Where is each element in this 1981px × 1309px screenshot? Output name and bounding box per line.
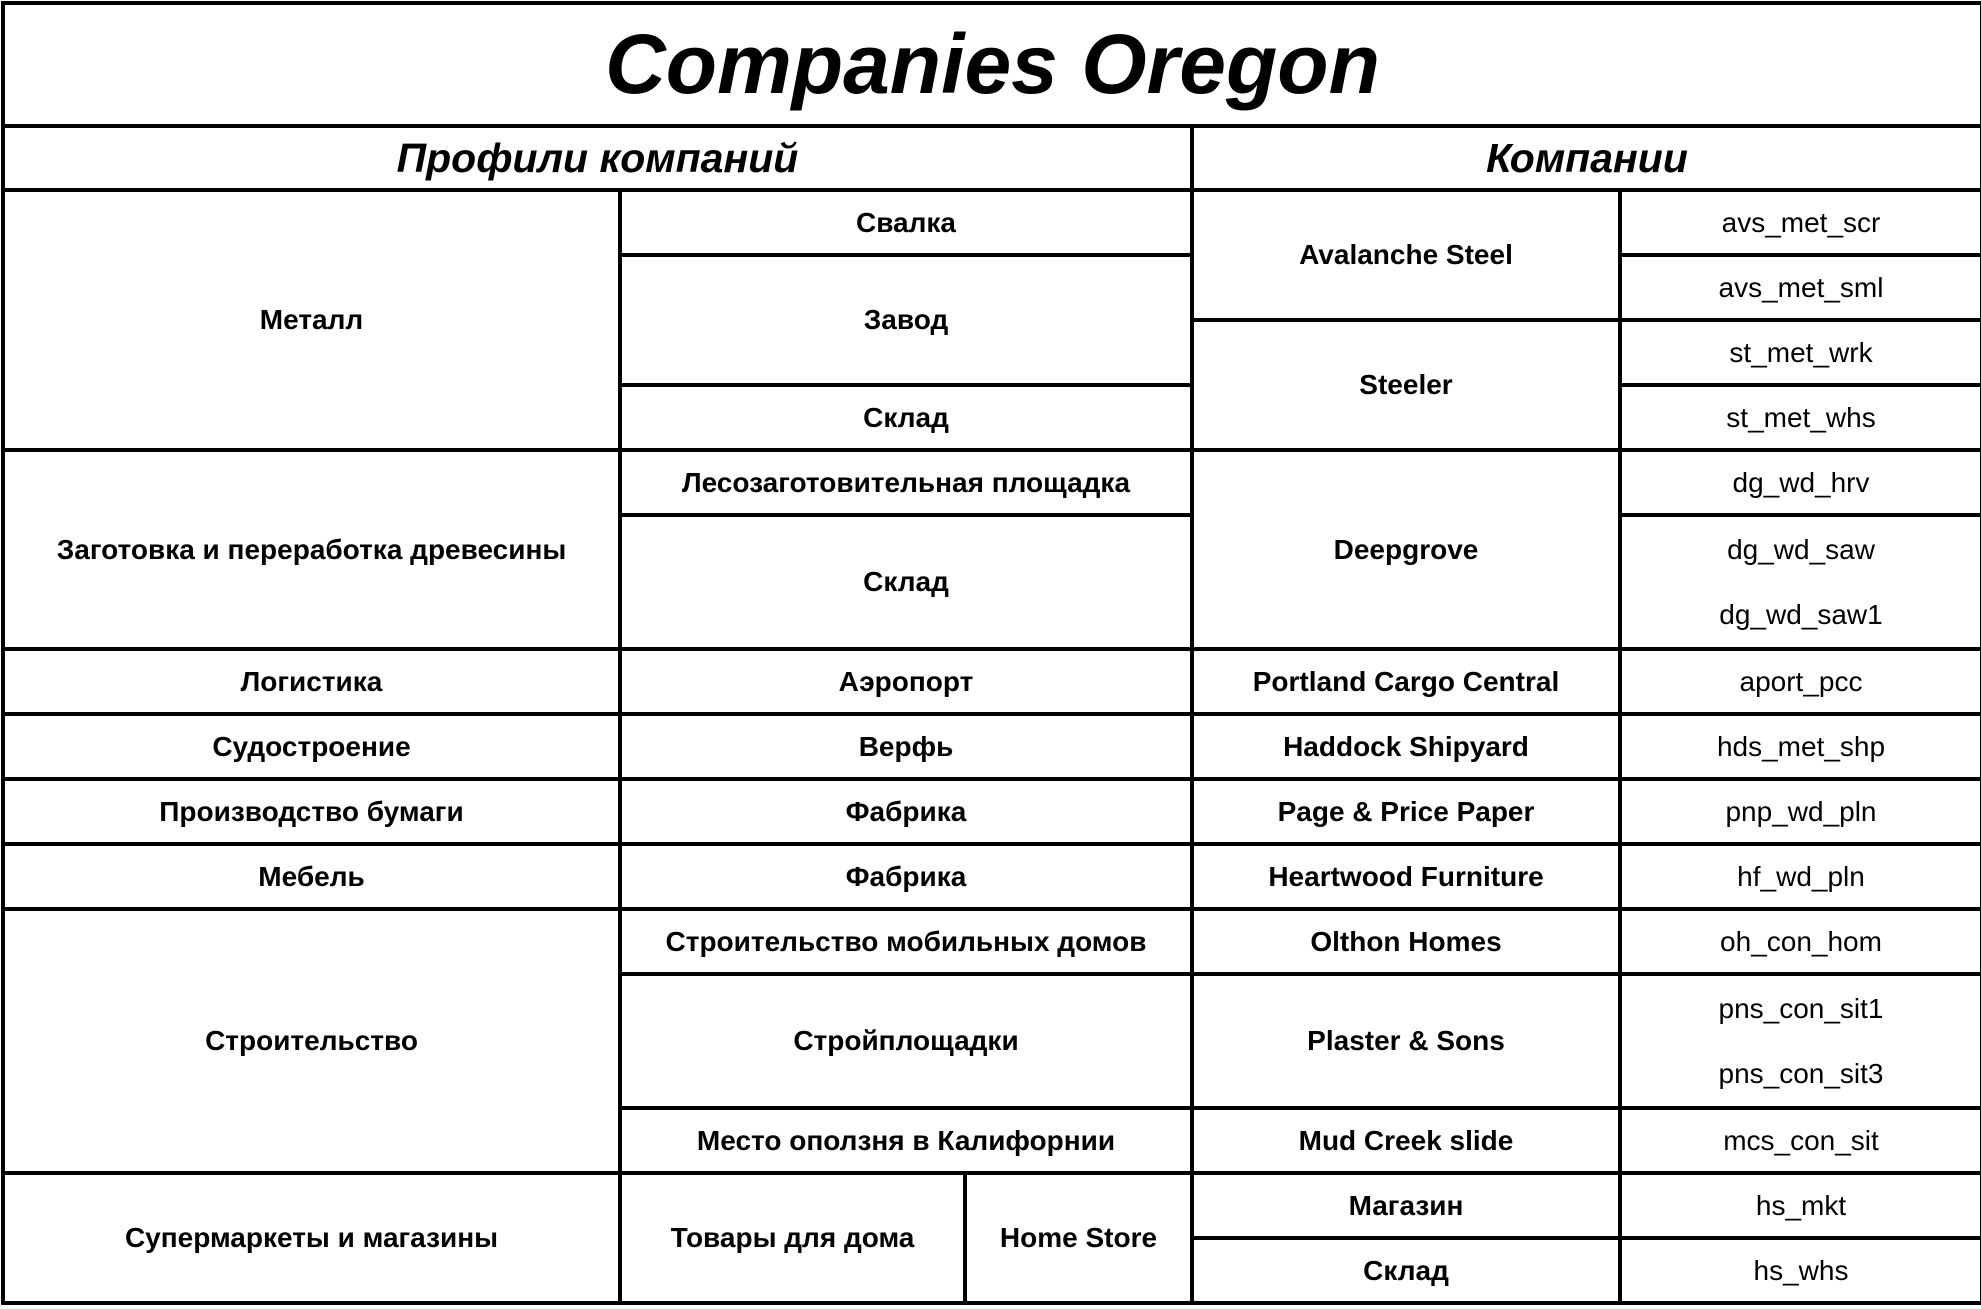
page-title: Companies Oregon	[3, 3, 1981, 126]
category-metal: Металл	[3, 190, 620, 450]
header-profiles: Профили компаний	[3, 126, 1192, 190]
code-pnp-wd-pln: pnp_wd_pln	[1620, 779, 1981, 844]
company-heartwood-furniture: Heartwood Furniture	[1192, 844, 1620, 909]
subcategory-shipyard: Верфь	[620, 714, 1192, 779]
code-oh-con-hom: oh_con_hom	[1620, 909, 1981, 974]
code-dg-wd-hrv: dg_wd_hrv	[1620, 450, 1981, 515]
subcategory-scrapyard: Свалка	[620, 190, 1192, 255]
code-pns-con-sit1: pns_con_sit1	[1718, 993, 1884, 1024]
code-pns-con-sit3: pns_con_sit3	[1718, 1058, 1884, 1089]
category-paper: Производство бумаги	[3, 779, 620, 844]
company-mud-creek-slide: Mud Creek slide	[1192, 1108, 1620, 1173]
code-avs-met-sml: avs_met_sml	[1620, 255, 1981, 320]
subcategory-home-goods: Товары для дома	[620, 1173, 965, 1303]
code-hf-wd-pln: hf_wd_pln	[1620, 844, 1981, 909]
company-deepgrove: Deepgrove	[1192, 450, 1620, 649]
category-logistics: Логистика	[3, 649, 620, 714]
category-furniture: Мебель	[3, 844, 620, 909]
subcategory-warehouse-wood: Склад	[620, 515, 1192, 649]
subcategory-home-store: Home Store	[965, 1173, 1192, 1303]
subcategory-plant: Завод	[620, 255, 1192, 385]
code-stack-plaster	[1620, 974, 1981, 1108]
code-st-met-wrk: st_met_wrk	[1620, 320, 1981, 385]
category-retail: Супермаркеты и магазины	[3, 1173, 620, 1303]
company-avalanche-steel: Avalanche Steel	[1192, 190, 1620, 320]
subcategory-landslide: Место оползня в Калифорнии	[620, 1108, 1192, 1173]
company-warehouse: Склад	[1192, 1238, 1620, 1303]
code-dg-wd-saw: dg_wd_saw	[1727, 534, 1875, 565]
code-hs-whs: hs_whs	[1620, 1238, 1981, 1303]
subcategory-factory-paper: Фабрика	[620, 779, 1192, 844]
subcategory-airport: Аэропорт	[620, 649, 1192, 714]
code-dg-wd-saw1: dg_wd_saw1	[1719, 599, 1883, 630]
code-hds-met-shp: hds_met_shp	[1620, 714, 1981, 779]
companies-table	[1, 1, 1981, 1305]
category-wood: Заготовка и переработка древесины	[3, 450, 620, 649]
code-stack-deepgrove	[1620, 515, 1981, 649]
header-companies: Компании	[1192, 126, 1981, 190]
code-mcs-con-sit: mcs_con_sit	[1620, 1108, 1981, 1173]
category-construction: Строительство	[3, 909, 620, 1173]
company-page-price-paper: Page & Price Paper	[1192, 779, 1620, 844]
code-hs-mkt: hs_mkt	[1620, 1173, 1981, 1238]
code-st-met-whs: st_met_whs	[1620, 385, 1981, 450]
subcategory-warehouse: Склад	[620, 385, 1192, 450]
subcategory-mobile-homes: Строительство мобильных домов	[620, 909, 1192, 974]
company-plaster-sons: Plaster & Sons	[1192, 974, 1620, 1108]
company-steeler: Steeler	[1192, 320, 1620, 450]
code-avs-met-scr: avs_met_scr	[1620, 190, 1981, 255]
code-aport-pcc: aport_pcc	[1620, 649, 1981, 714]
category-shipbuilding: Судостроение	[3, 714, 620, 779]
subcategory-construction-sites: Стройплощадки	[620, 974, 1192, 1108]
company-olthon-homes: Olthon Homes	[1192, 909, 1620, 974]
company-haddock-shipyard: Haddock Shipyard	[1192, 714, 1620, 779]
subcategory-harvest: Лесозаготовительная площадка	[620, 450, 1192, 515]
subcategory-factory-furniture: Фабрика	[620, 844, 1192, 909]
company-portland-cargo-central: Portland Cargo Central	[1192, 649, 1620, 714]
company-shop: Магазин	[1192, 1173, 1620, 1238]
